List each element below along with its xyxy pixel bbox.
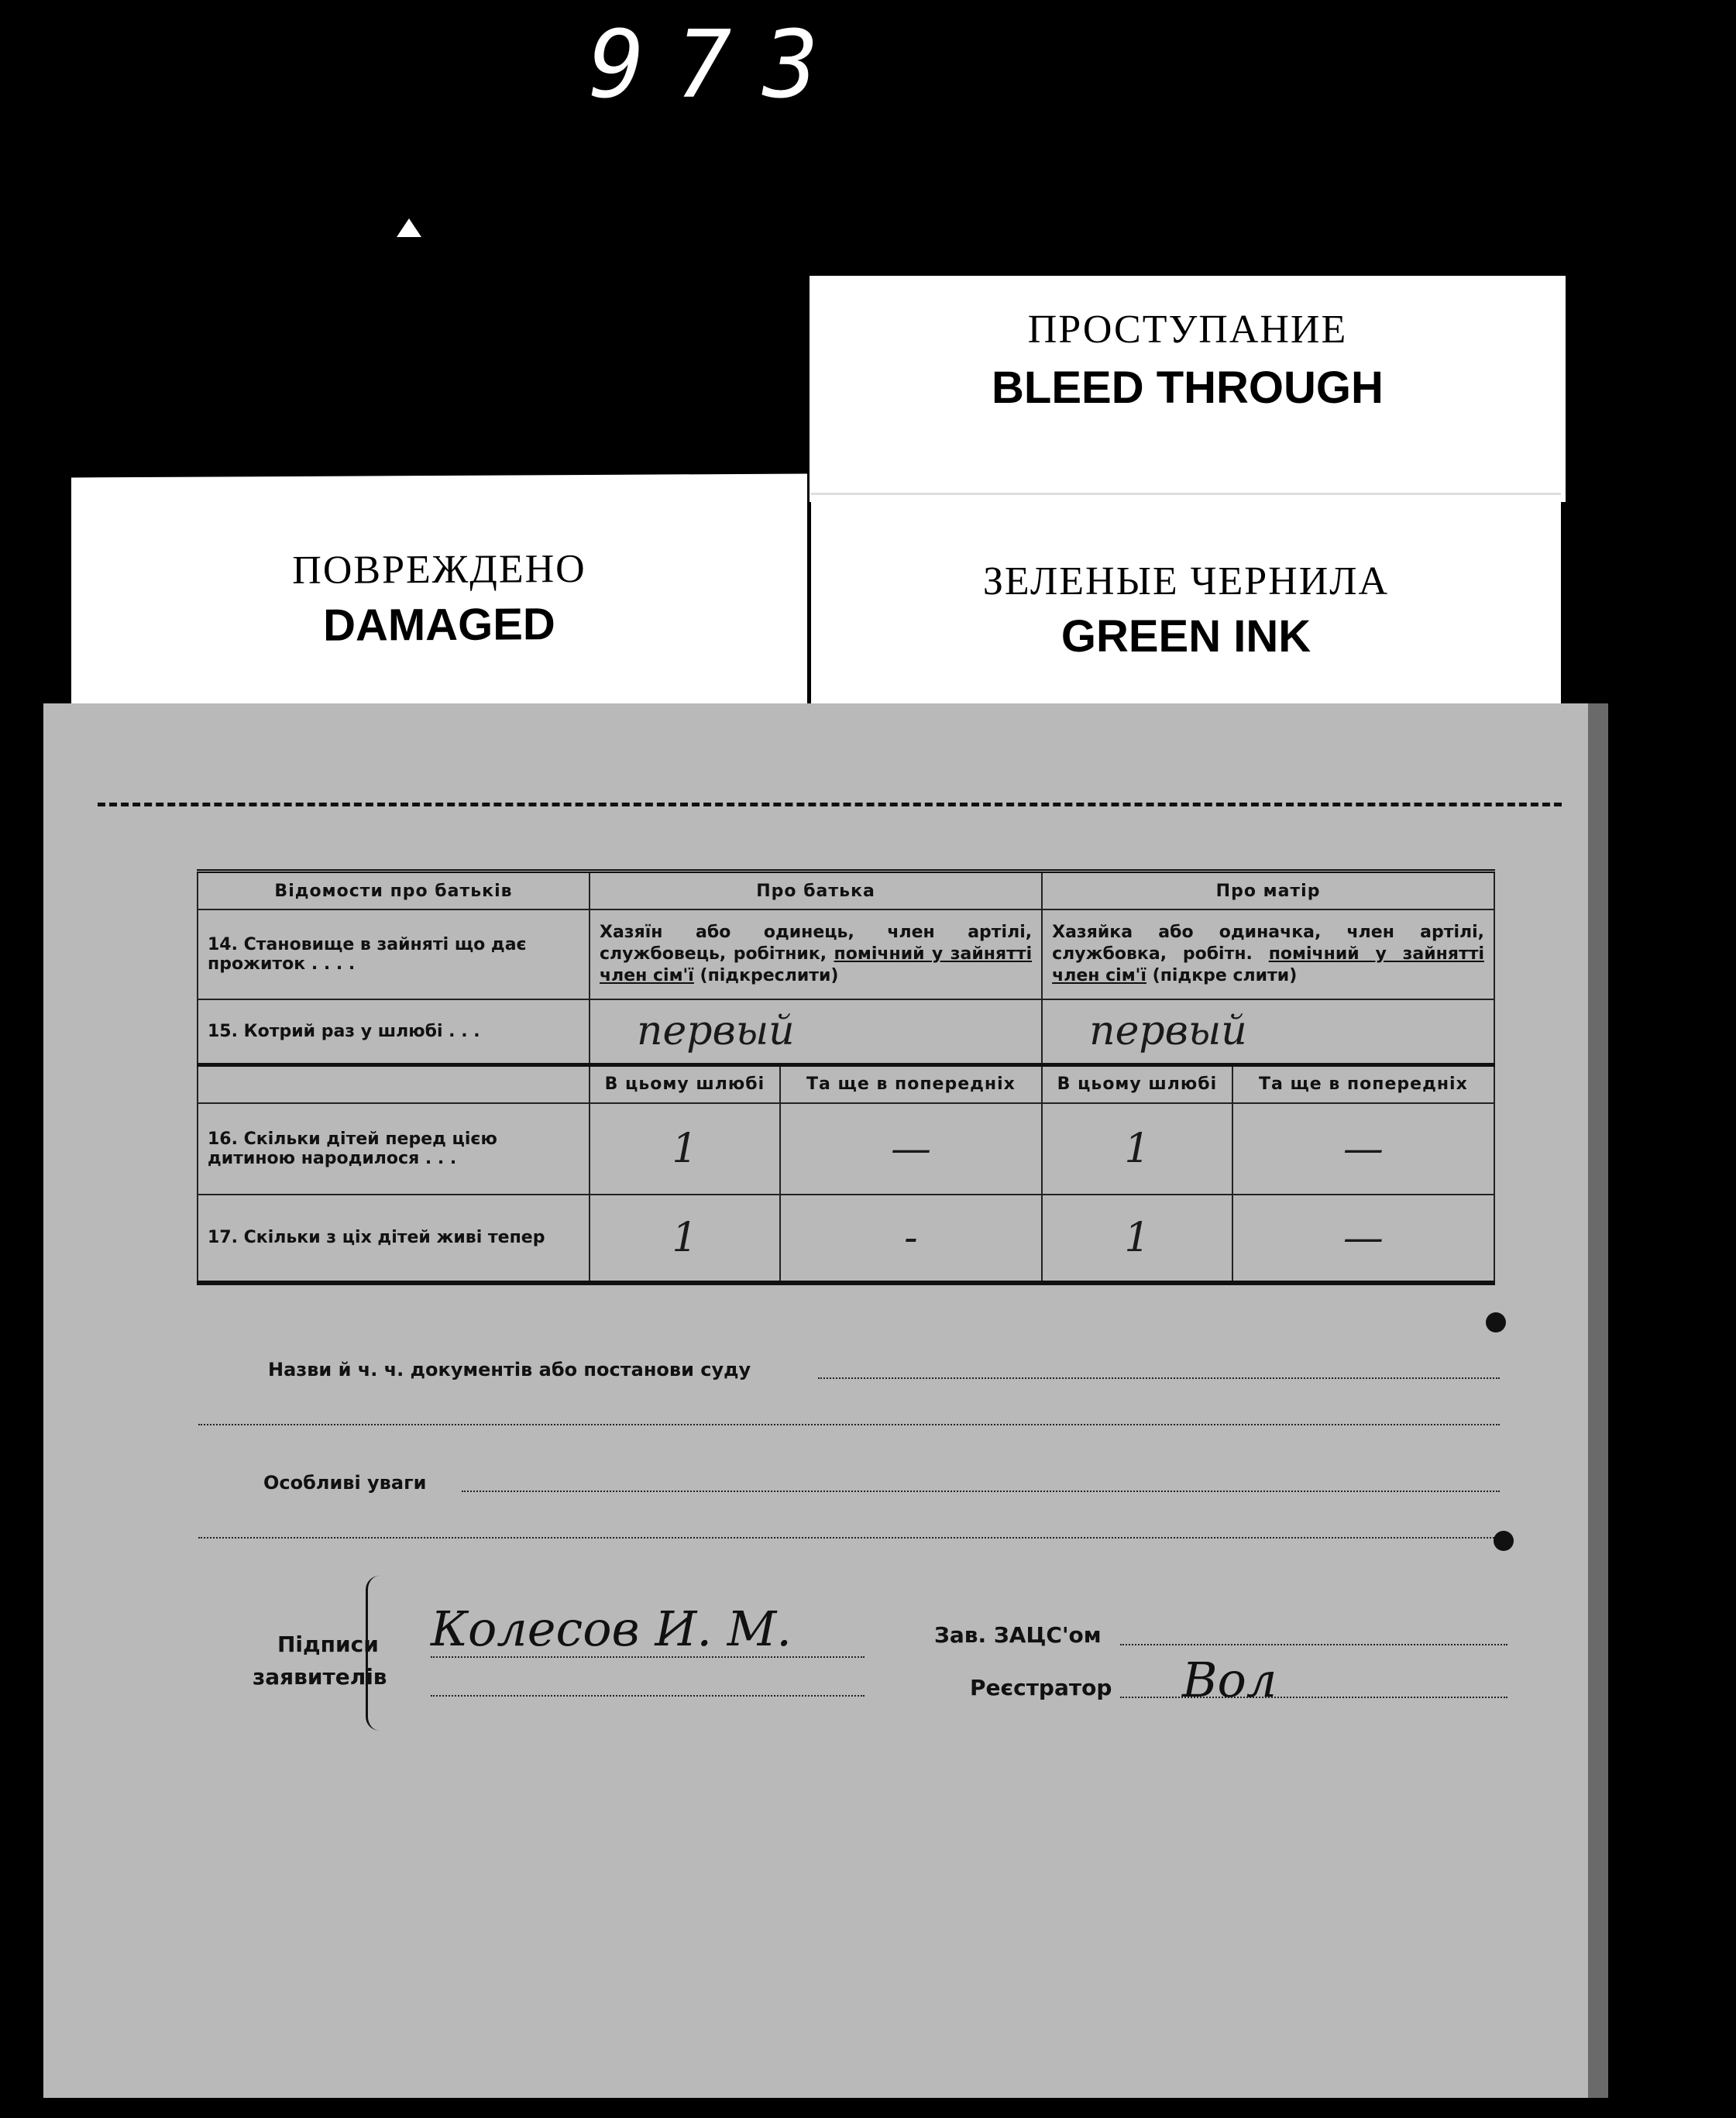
green-ink-ru: ЗЕЛЕНЫЕ ЧЕРНИЛА [982,559,1390,603]
header-parents-info: Відомости про батьків [198,872,590,910]
documents-line-1 [818,1377,1500,1379]
head-line [1120,1644,1507,1645]
row14-mother-post: (підкре слити) [1152,966,1298,985]
table-row-14 [198,909,1494,999]
row17-mother-this: 1 [1042,1195,1232,1283]
row17-father-this: 1 [590,1195,780,1283]
table-row-15 [198,999,1494,1064]
row14-father-options [590,909,1042,999]
row15-mother-value: первый [1042,999,1494,1064]
subheader-father-this: В цьому шлюбі [590,1064,780,1103]
row14-mother-underlined: помічний у зайнятті член сім'ї [1052,944,1484,985]
documents-line-2 [198,1424,1500,1425]
damaged-en: DAMAGED [323,599,555,651]
subheader-father-previous: Та ще в попередніх [780,1064,1042,1103]
subheader-mother-this: В цьому шлюбі [1042,1064,1232,1103]
row14-father-post: (підкреслити) [700,966,839,985]
damaged-ru: ПОВРЕЖДЕНО [292,547,586,593]
header-about-mother: Про матір [1042,872,1494,910]
table-row-16 [198,1103,1494,1195]
signatures-brace [366,1576,382,1731]
row14-label: 14. Становище в зайняті що дає прожиток . . . . [198,909,590,999]
bleed-through-ru: ПРОСТУПАНИЕ [1027,308,1348,352]
header-about-father: Про батька [590,872,1042,910]
bleed-through-card [810,276,1566,502]
applicant-signature: Колесов И. М. [431,1601,792,1657]
punch-hole [1494,1531,1514,1551]
registration-form-sheet [43,703,1608,2098]
table-row-17 [198,1195,1494,1283]
remarks-label: Особливі уваги [263,1472,427,1494]
row15-father-value: первый [590,999,1042,1064]
green-ink-en: GREEN INK [1061,611,1311,662]
parents-info-table [197,869,1495,1285]
head-label: Зав. ЗАЦС'ом [934,1622,1102,1648]
remarks-line-2 [198,1537,1500,1539]
signatures-label-2: заявителів [253,1664,387,1690]
row15-label: 15. Котрий раз у шлюбі . . . [198,999,590,1064]
row16-label: 16. Скільки дітей перед цією дитиною народилося . . . [198,1103,590,1195]
row16-father-this: 1 [590,1103,780,1195]
registrar-signature: Вол [1182,1652,1277,1708]
perforation-line [98,803,1562,806]
table-header-row [198,872,1494,910]
punch-hole [1486,1312,1506,1332]
row14-mother-options [1042,909,1494,999]
documents-label: Назви й ч. ч. документів або постанови суду [268,1359,751,1380]
damaged-card [71,474,807,710]
subheader-blank [198,1064,590,1103]
film-speck [397,218,421,237]
row14-mother-pre: Хазяйка або одиначка, член артілі, службовка, робітн. [1052,923,1484,964]
signature-line-2 [431,1695,865,1697]
signature-line-1 [431,1656,865,1658]
row16-mother-this: 1 [1042,1103,1232,1195]
row16-father-previous: — [780,1103,1042,1195]
row17-mother-previous: — [1232,1195,1494,1283]
children-subheader-row [198,1064,1494,1103]
subheader-mother-previous: Та ще в попередніх [1232,1064,1494,1103]
row14-father-pre: Хазяїн або одинець, член артілі, службовець, робітник, [600,923,1033,964]
remarks-line-1 [462,1491,1500,1492]
bleed-through-en: BLEED THROUGH [992,363,1384,413]
row17-father-previous: - [780,1195,1042,1283]
registrar-line [1120,1697,1507,1698]
row14-father-underlined: помічний у зайнятті член сім'ї [600,944,1033,985]
frame-number: 973 [589,12,850,119]
registrar-label: Реєстратор [970,1675,1112,1700]
signatures-label-1: Підписи [277,1631,379,1657]
row16-mother-previous: — [1232,1103,1494,1195]
row17-label: 17. Скільки з ціх дітей живі тепер [198,1195,590,1283]
green-ink-card [811,493,1561,710]
